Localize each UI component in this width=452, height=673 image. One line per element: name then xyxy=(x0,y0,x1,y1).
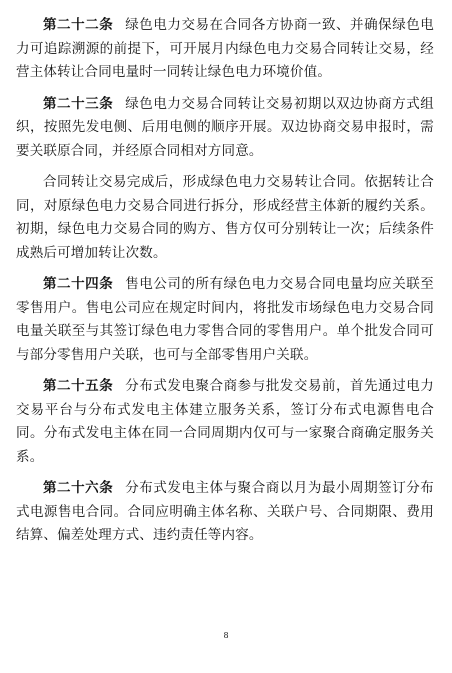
article-24-heading: 第二十四条 xyxy=(43,276,114,292)
article-25-heading: 第二十五条 xyxy=(43,378,114,394)
article-22-paragraph xyxy=(16,14,434,85)
article-25-paragraph xyxy=(16,375,434,469)
article-26-paragraph xyxy=(16,477,434,548)
article-26-heading: 第二十六条 xyxy=(43,480,114,496)
article-26-text: 分布式发电主体与聚合商以月为最小周期签订分布式电源售电合同。合同应明确主体名称、关联户号、合同期限、费用结算、偏差处理方式、违约责任等内容。 xyxy=(16,480,434,543)
article-25-text: 分布式发电聚合商参与批发交易前，首先通过电力交易平台与分布式发电主体建立服务关系，签订分布式电源售电合同。分布式发电主体在同一合同周期内仅可与一家聚合商确定服务关系。 xyxy=(16,378,434,465)
article-22-text: 绿色电力交易在合同各方协商一致、并确保绿色电力可追踪溯源的前提下，可开展月内绿色电力交易合同转让交易，经营主体转让合同电量时一同转让绿色电力环境价值。 xyxy=(16,17,434,80)
article-23-continuation-paragraph xyxy=(16,171,434,265)
article-24-text: 售电公司的所有绿色电力交易合同电量均应关联至零售用户。售电公司应在规定时间内，将批发市场绿色电力交易合同电量关联至与其签订绿色电力零售合同的零售用户。单个批发合同可与部分零售用户关联，也可与全部零售用户关联。 xyxy=(16,276,434,363)
article-23-continuation-text: 合同转让交易完成后，形成绿色电力交易转让合同。依据转让合同，对原绿色电力交易合同进行拆分，形成经营主体新的履约关系。初期，绿色电力交易合同的购方、售方仅可分别转让一次；后续条件成熟后可增加转让次数。 xyxy=(16,174,434,261)
article-23-heading: 第二十三条 xyxy=(43,95,114,112)
article-22-heading: 第二十二条 xyxy=(43,17,114,33)
article-23-paragraph xyxy=(16,93,434,164)
page-number: 8 xyxy=(223,631,229,640)
article-23-text: 绿色电力交易合同转让交易初期以双边协商方式组织，按照先发电侧、后用电侧的顺序开展。双边协商交易申报时，需要关联原合同，并经原合同相对方同意。 xyxy=(16,95,434,159)
article-24-paragraph xyxy=(16,273,434,367)
